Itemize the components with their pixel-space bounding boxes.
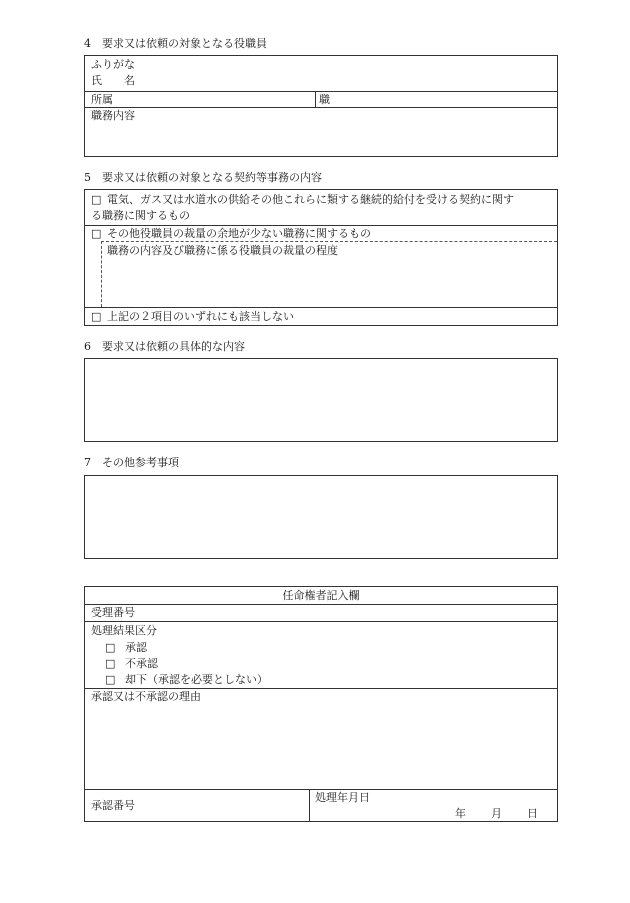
approve-text: 承認 bbox=[125, 641, 147, 654]
item2-text: その他役職員の裁量の余地が少ない職務に関するもの bbox=[107, 227, 371, 240]
divider bbox=[85, 789, 557, 790]
affiliation-label: 所属 bbox=[91, 93, 113, 106]
section5-title: 5 要求又は依頼の対象となる契約等事務の内容 bbox=[84, 171, 322, 184]
item1-line2: る職務に関するもの bbox=[91, 209, 190, 222]
divider bbox=[85, 688, 557, 689]
dashed-divider bbox=[101, 241, 557, 242]
furigana-label: ふりがな bbox=[91, 58, 135, 71]
section7-box[interactable] bbox=[84, 475, 558, 559]
authority-table bbox=[84, 586, 558, 822]
approval-number-label: 承認番号 bbox=[91, 799, 135, 812]
date-month: 月 bbox=[491, 807, 502, 820]
divider bbox=[85, 91, 557, 92]
divider bbox=[309, 789, 310, 821]
divider bbox=[85, 621, 557, 622]
dismiss-text: 却下（承認を必要としない） bbox=[125, 673, 268, 686]
item1-text: 電気、ガス又は水道水の供給その他これらに類する継続的給付を受ける契約に関す bbox=[107, 193, 514, 206]
item3-line bbox=[91, 310, 294, 325]
receipt-number-label: 受理番号 bbox=[91, 606, 135, 619]
disapprove-text: 不承認 bbox=[125, 657, 158, 670]
result-label: 処理結果区分 bbox=[91, 624, 157, 637]
section7-title: 7 その他参考事項 bbox=[84, 456, 179, 469]
item2-line bbox=[91, 227, 371, 242]
checkbox-icon[interactable]: □ bbox=[105, 657, 116, 670]
section4-table bbox=[84, 55, 558, 157]
option-dismiss bbox=[105, 673, 268, 688]
section6-title: 6 要求又は依頼の具体的な内容 bbox=[84, 340, 245, 353]
date-day: 日 bbox=[527, 807, 538, 820]
item1-line1 bbox=[91, 193, 514, 208]
reason-label: 承認又は不承認の理由 bbox=[91, 690, 201, 703]
option-disapprove bbox=[105, 657, 158, 672]
option-approve bbox=[105, 641, 147, 656]
checkbox-icon[interactable]: □ bbox=[105, 641, 116, 654]
name-label: 氏 名 bbox=[91, 74, 135, 87]
checkbox-icon[interactable]: □ bbox=[91, 227, 102, 240]
divider bbox=[85, 307, 557, 308]
divider bbox=[85, 604, 557, 605]
checkbox-icon[interactable]: □ bbox=[91, 310, 102, 323]
position-label: 職 bbox=[319, 93, 330, 106]
section5-table bbox=[84, 189, 558, 326]
date-year: 年 bbox=[455, 807, 466, 820]
item2-detail-label: 職務の内容及び職務に係る役職員の裁量の程度 bbox=[107, 244, 338, 257]
divider bbox=[85, 225, 557, 226]
section4-title: 4 要求又は依頼の対象となる役職員 bbox=[84, 37, 267, 50]
authority-header: 任命権者記入欄 bbox=[282, 589, 360, 602]
processing-date-label: 処理年月日 bbox=[315, 791, 370, 804]
checkbox-icon[interactable]: □ bbox=[105, 673, 116, 686]
dashed-divider bbox=[101, 241, 102, 307]
duties-label: 職務内容 bbox=[91, 109, 135, 122]
section6-box[interactable] bbox=[84, 358, 558, 442]
divider bbox=[315, 91, 316, 107]
divider bbox=[85, 107, 557, 108]
checkbox-icon[interactable]: □ bbox=[91, 193, 102, 206]
item3-text: 上記の２項目のいずれにも該当しない bbox=[107, 310, 294, 323]
